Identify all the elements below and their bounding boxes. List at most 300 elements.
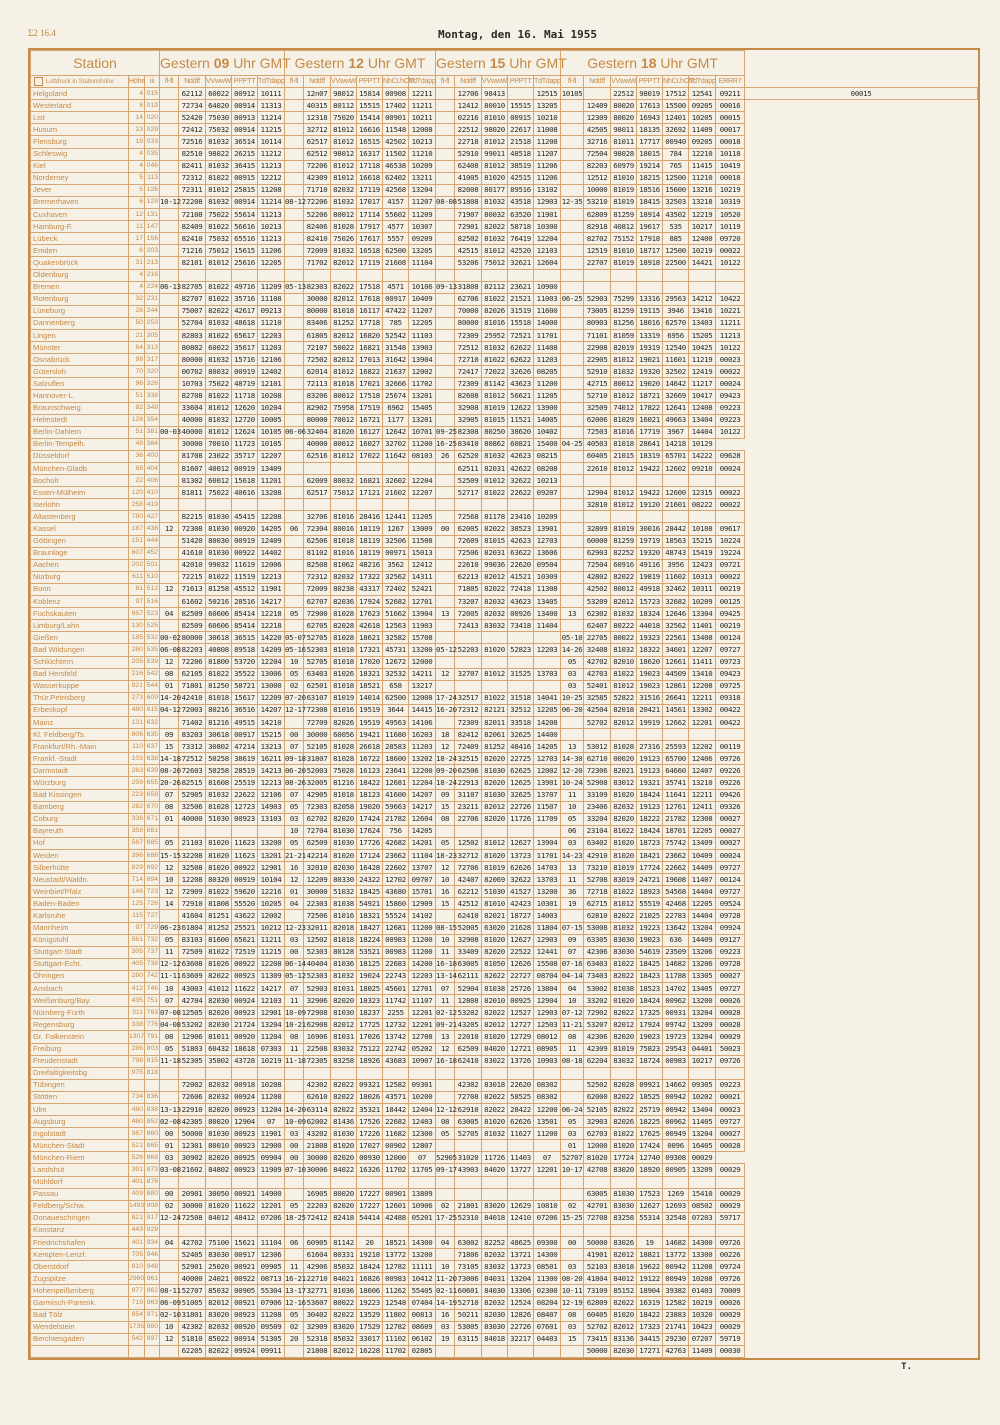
obs-cell: 80010 [482,100,508,112]
obs-cell: 62006 [584,414,611,426]
obs-cell [179,1224,206,1236]
obs-cell [160,100,179,112]
station-name: Ingolstadt [31,1128,129,1140]
station-id: 948 [145,1261,160,1273]
station-row [31,450,978,462]
obs-cell: 885 [663,233,689,245]
obs-cell: 51810 [179,1333,206,1345]
obs-cell: 12903 [534,196,561,208]
obs-cell: 16722 [357,753,383,765]
station-row [31,233,978,245]
obs-cell: 10106 [409,281,436,293]
obs-cell: 17617 [357,233,383,245]
station-name: Bocholt [31,475,129,487]
station-row [31,88,978,100]
obs-cell: 11213 [716,329,745,341]
obs-cell [689,281,716,293]
obs-cell: 13211 [409,172,436,184]
obs-cell: 52682 [383,596,409,608]
obs-cell: 03-08 [160,1164,179,1176]
obs-cell: 11262 [383,1285,409,1297]
station-row [31,245,978,257]
station-height: 734 [129,1091,145,1103]
obs-cell [383,1224,409,1236]
obs-cell: 12627 [637,1200,663,1212]
obs-cell: 61805 [304,329,331,341]
obs-cell: 11213 [258,160,285,172]
obs-cell: 12 [436,741,455,753]
station-id: 791 [145,1031,160,1043]
obs-cell: 81259 [611,535,637,547]
obs-cell: 52910 [455,148,482,160]
obs-cell: 31020 [455,1152,482,1164]
obs-cell: 13302 [689,704,716,716]
obs-cell: 13529 [357,1309,383,1321]
obs-cell [160,257,179,269]
obs-cell: 81012 [331,160,357,172]
obs-cell [637,1176,663,1188]
obs-cell: 00219 [716,583,745,595]
obs-cell: 82121 [482,704,508,716]
obs-cell: 11204 [258,1103,285,1115]
obs-cell [160,390,179,402]
obs-cell: 16021 [637,414,663,426]
station-height: 258 [129,499,145,511]
station-row [31,934,978,946]
obs-cell: 82303 [304,281,331,293]
obs-cell: 18-25 [285,1212,304,1224]
obs-cell: 13742 [383,1031,409,1043]
obs-cell [561,596,584,608]
obs-cell: 72022 [482,366,508,378]
obs-cell: 08 [160,1031,179,1043]
obs-cell: 18701 [663,825,689,837]
obs-cell: 75026 [331,233,357,245]
station-height: 719 [129,1297,145,1309]
obs-cell: 52206 [304,209,331,221]
obs-cell: 18606 [357,1285,383,1297]
col-header-extra: ERRR7 [716,76,745,88]
obs-cell [179,1067,206,1079]
obs-cell: 3967 [663,426,689,438]
obs-cell: 60979 [611,160,637,172]
obs-cell: 13204 [508,1273,534,1285]
obs-cell: 18015 [637,148,663,160]
obs-cell: 42910 [584,850,611,862]
obs-cell: 756 [383,825,409,837]
col-header-3-3: PPPTT [637,76,663,88]
obs-cell: 11411 [689,656,716,668]
obs-cell: 10129 [689,438,716,450]
obs-cell: 81708 [179,450,206,462]
obs-cell [508,1067,534,1079]
obs-cell: 11210 [689,172,716,184]
obs-cell: 00940 [663,136,689,148]
obs-cell: 62212 [455,886,482,898]
station-height: 280 [129,970,145,982]
obs-cell: 12505 [179,1007,206,1019]
obs-cell: 6962 [383,402,409,414]
obs-cell: 72909 [179,886,206,898]
obs-cell: 11403 [508,1152,534,1164]
obs-cell [285,245,304,257]
obs-cell: 11102 [383,1333,409,1345]
obs-cell: 17013 [357,354,383,366]
obs-cell: 10 [160,983,179,995]
obs-cell: 09223 [716,1079,745,1091]
obs-cell: 13201 [258,850,285,862]
obs-cell: 32562 [663,620,689,632]
obs-cell: 72901 [455,221,482,233]
obs-cell: 81016 [482,317,508,329]
obs-cell: 12205 [409,317,436,329]
station-name: List [31,112,129,124]
obs-cell [561,281,584,293]
obs-cell: 60405 [584,450,611,462]
obs-cell: 72417 [455,366,482,378]
obs-cell: 64660 [663,765,689,777]
obs-cell: 62111 [455,970,482,982]
col-header-3-4: NhCLhCM [663,76,689,88]
obs-cell: 82036 [331,596,357,608]
obs-cell: 11207 [534,148,561,160]
obs-cell: 18723 [637,837,663,849]
obs-cell: 12306 [258,1249,285,1261]
obs-cell [561,124,584,136]
obs-cell: 20-26 [160,777,179,789]
obs-cell: 11 [436,946,455,958]
obs-cell: 83020 [331,1321,357,1333]
obs-cell: 00914 [232,124,258,136]
obs-cell: 48216 [357,559,383,571]
obs-cell [436,172,455,184]
obs-cell: 81032 [206,160,232,172]
obs-cell: 10810 [534,1200,561,1212]
obs-cell: 81030 [206,547,232,559]
obs-cell: 62410 [455,1055,482,1067]
obs-cell [663,1067,689,1079]
obs-cell: 22908 [584,342,611,354]
obs-cell: 12412 [455,100,482,112]
obs-cell: 12622 [508,402,534,414]
obs-cell: 81032 [482,342,508,354]
obs-cell: 10122 [716,257,745,269]
obs-cell: 14404 [689,886,716,898]
obs-cell: 80032 [331,475,357,487]
station-id: 671 [145,813,160,825]
obs-cell: 38620 [508,426,534,438]
obs-cell: 82012 [611,716,637,728]
station-name: Regensburg [31,1019,129,1031]
obs-cell: 10105 [561,88,584,100]
obs-cell: 09 [160,729,179,741]
obs-cell: 22610 [584,463,611,475]
obs-cell: 10209 [534,511,561,523]
obs-cell: 52823 [508,644,534,656]
obs-cell: 14220 [258,632,285,644]
obs-cell [584,1176,611,1188]
obs-cell: 52702 [584,716,611,728]
obs-cell: 31107 [455,789,482,801]
station-height: 607 [129,547,145,559]
obs-cell: 07 [534,1152,561,1164]
obs-cell: 62702 [304,813,331,825]
obs-cell [160,1249,179,1261]
obs-cell: 10 [561,995,584,1007]
station-id: 873 [145,1164,160,1176]
obs-cell [285,910,304,922]
obs-cell: 16821 [357,342,383,354]
obs-cell: 15215 [258,729,285,741]
obs-cell: 09-13 [436,281,455,293]
obs-cell: 70009 [716,1285,745,1297]
obs-cell [436,1176,455,1188]
obs-cell: 82021 [611,765,637,777]
obs-cell [482,1067,508,1079]
station-id: 658 [145,789,160,801]
obs-cell: 80112 [331,100,357,112]
obs-cell: 40000 [179,426,206,438]
obs-cell: 12727 [508,1019,534,1031]
obs-cell: 12210 [689,148,716,160]
obs-cell: 02-12 [436,1007,455,1019]
obs-cell: 82022 [482,221,508,233]
station-row [31,1019,978,1031]
obs-cell: 12 [160,656,179,668]
obs-cell: 72413 [455,620,482,632]
obs-cell: 40808 [206,644,232,656]
station-id: 213 [145,257,160,269]
obs-cell: 82020 [206,1007,232,1019]
obs-cell: 42423 [508,898,534,910]
obs-cell: 70010 [206,438,232,450]
obs-cell: 59717 [716,1212,745,1224]
obs-cell: 73005 [584,305,611,317]
obs-cell [436,390,455,402]
obs-cell: 12 [436,862,455,874]
station-name: Passau [31,1188,129,1200]
obs-cell: 16211 [258,753,285,765]
obs-cell: 08 [436,1116,455,1128]
obs-cell: 18724 [637,1055,663,1067]
obs-cell [561,523,584,535]
obs-cell: 12641 [663,402,689,414]
obs-cell: 82031 [482,463,508,475]
obs-cell: 09628 [716,450,745,462]
obs-cell: 13410 [689,668,716,680]
obs-cell [258,269,285,281]
obs-cell: 23621 [508,281,534,293]
obs-cell: 81811 [179,487,206,499]
obs-cell: 98012 [331,88,357,100]
obs-cell: 18821 [637,1249,663,1261]
obs-cell: 15814 [357,88,383,100]
obs-cell: 11502 [383,148,409,160]
station-id: 980 [145,1321,160,1333]
station-id: 224 [145,281,160,293]
obs-cell: 83018 [611,1261,637,1273]
obs-cell: 12761 [663,801,689,813]
obs-cell: 12604 [409,813,436,825]
obs-cell: 63115 [455,1333,482,1345]
station-row [31,535,978,547]
obs-cell: 83206 [304,390,331,402]
obs-cell: 1177 [383,414,409,426]
station-id: 694 [145,874,160,886]
obs-cell [561,559,584,571]
obs-cell [285,1345,304,1357]
obs-cell: 52705 [304,632,331,644]
station-name: Schleswig [31,148,129,160]
obs-cell: 29230 [663,1333,689,1345]
obs-cell: 18421 [637,850,663,862]
obs-cell: 82020 [331,1200,357,1212]
obs-cell: 81022 [482,487,508,499]
obs-cell: 00022 [716,571,745,583]
date-line: Montag, den 16. Mai 1955 [438,28,597,41]
obs-cell: 19321 [637,777,663,789]
obs-cell: 11680 [383,729,409,741]
obs-cell: 82022 [482,523,508,535]
obs-cell: 08-08 [436,196,455,208]
obs-cell: 43317 [357,583,383,595]
obs-cell: 00983 [663,1055,689,1067]
station-row [31,1188,978,1200]
obs-cell: 81020 [206,850,232,862]
obs-cell: 81030 [482,765,508,777]
obs-cell: 13009 [409,523,436,535]
obs-cell: 08 [160,801,179,813]
obs-cell: 81032 [611,366,637,378]
obs-cell: 12205 [689,898,716,910]
obs-cell: 43622 [232,910,258,922]
obs-cell: 82061 [482,729,508,741]
station-row [31,716,978,728]
obs-cell: 09213 [258,305,285,317]
obs-cell: 16820 [357,329,383,341]
obs-cell: 82707 [179,293,206,305]
obs-cell: 12563 [383,620,409,632]
obs-cell: 81010 [611,245,637,257]
obs-cell: 07906 [258,1297,285,1309]
station-name: Bayreuth [31,825,129,837]
obs-cell: 12701 [409,596,436,608]
obs-cell: 43903 [455,1164,482,1176]
obs-cell: 60601 [455,1285,482,1297]
obs-cell: 10425 [689,342,716,354]
obs-cell: 81259 [611,305,637,317]
obs-cell: 24322 [357,874,383,886]
obs-cell: 50000 [584,1345,611,1357]
obs-cell: 18222 [637,813,663,825]
obs-cell: 81018 [331,378,357,390]
obs-cell: 81302 [179,475,206,487]
obs-cell: 72521 [508,329,534,341]
station-row [31,354,978,366]
obs-cell: 12904 [232,1116,258,1128]
obs-cell [561,511,584,523]
obs-cell [258,825,285,837]
obs-cell [285,209,304,221]
obs-cell: 81252 [482,741,508,753]
obs-cell [482,269,508,281]
obs-cell: 13903 [409,342,436,354]
obs-cell: 11723 [232,438,258,450]
obs-cell [160,269,179,281]
obs-cell: 63622 [508,547,534,559]
obs-cell: 14682 [663,958,689,970]
obs-cell: 11309 [258,970,285,982]
obs-cell: 81010 [482,898,508,910]
obs-cell: 32810 [584,499,611,511]
obs-cell: 32602 [383,475,409,487]
obs-cell: 07 [160,995,179,1007]
station-name: Oldenburg [31,269,129,281]
obs-cell: 25726 [508,983,534,995]
obs-cell: 12201 [689,716,716,728]
obs-cell: 12205 [689,825,716,837]
obs-cell: 21025 [637,910,663,922]
obs-cell: 81030 [482,789,508,801]
obs-cell: 12203 [258,329,285,341]
obs-cell [285,511,304,523]
station-id: 532 [145,632,160,644]
obs-cell: 00912 [232,88,258,100]
obs-cell: 81012 [482,136,508,148]
obs-cell: 17624 [357,825,383,837]
obs-cell: 00942 [663,1103,689,1115]
obs-cell: 32622 [508,475,534,487]
obs-cell: 30000 [304,293,331,305]
obs-cell [285,487,304,499]
obs-cell: 14222 [689,450,716,462]
obs-cell: 12515 [534,88,561,100]
obs-cell: 11215 [258,124,285,136]
obs-cell: 18119 [357,547,383,559]
obs-cell: 3644 [383,704,409,716]
obs-cell: 13200 [258,837,285,849]
obs-cell: 52908 [584,777,611,789]
obs-cell: 19115 [637,305,663,317]
obs-cell: 63608 [179,958,206,970]
obs-cell [383,463,409,475]
obs-cell: 81019 [611,184,637,196]
station-id: 544 [145,680,160,692]
station-height: 110 [129,741,145,753]
obs-cell: 82020 [206,1152,232,1164]
station-name: Schlüchtern [31,656,129,668]
obs-cell: 52704 [179,317,206,329]
obs-cell: 12906 [179,1031,206,1043]
obs-cell: 55314 [637,1212,663,1224]
obs-cell: 55614 [232,209,258,221]
obs-cell: 18721 [637,390,663,402]
station-height: 5 [129,172,145,184]
obs-cell: 14703 [534,862,561,874]
station-height: 32 [129,293,145,305]
obs-cell: 42622 [508,463,534,475]
obs-cell: 04-25 [561,438,584,450]
obs-cell: 535 [663,221,689,233]
obs-cell [160,1079,179,1091]
obs-cell: 38619 [232,753,258,765]
obs-cell: 41527 [508,886,534,898]
obs-cell: 81010 [482,112,508,124]
station-height: 263 [129,765,145,777]
obs-cell: 12411 [689,801,716,813]
station-id: 880 [145,1188,160,1200]
obs-cell: 11103 [409,329,436,341]
